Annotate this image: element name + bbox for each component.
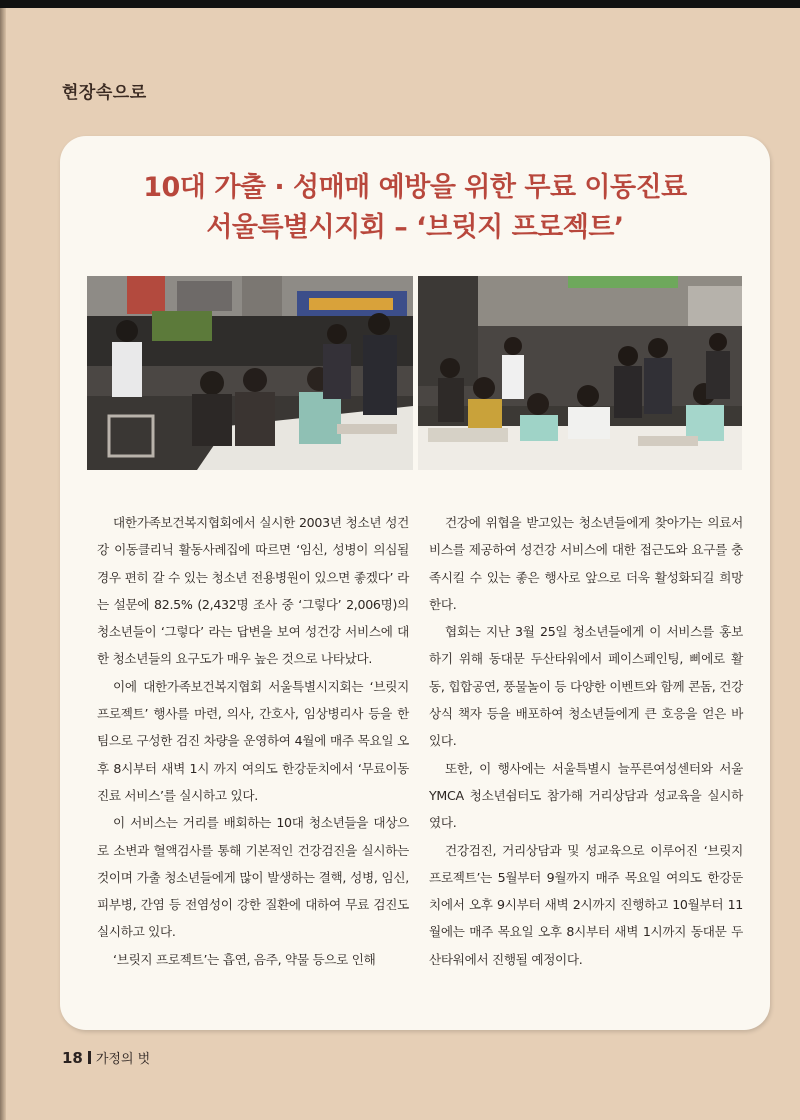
page-number: 18: [62, 1049, 83, 1067]
title-line-1: 10대 가출 · 성매매 예방을 위한 무료 이동진료: [143, 172, 687, 203]
page-edge: [0, 8, 6, 1120]
title-line-2: 서울특별시지회 – ‘브릿지 프로젝트’: [206, 212, 624, 243]
paragraph: 협회는 지난 3월 25일 청소년들에게 이 서비스를 홍보하기 위해 동대문 두산타워에서 페이스페인팅, 삐에로 활동, 힙합공연, 풍물놀이 등 다양한 이벤트와 함께 콘돔, 건강상식 책자 등을 배포하여 청소년들에게 큰 호응을 얻은 바 있다.: [429, 624, 743, 749]
paragraph: 또한, 이 행사에는 서울특별시 늘푸른여성센터와 서울YMCA 청소년쉼터도 참가해 거리상담과 성교육을 실시하였다.: [429, 760, 743, 831]
article-column-right: [429, 509, 743, 973]
paragraph: 건강검진, 거리상담과 및 성교육으로 이루어진 ‘브릿지 프로젝트’는 5월부터 9월까지 매주 목요일 여의도 한강둔치에서 오후 9시부터 새벽 2시까지 진행하고 10월부터 11월에는 매주 목요일 오후 8시부터 새벽 1시까지 동대문 두산타워에서 진행될 예정이다.: [429, 842, 743, 967]
page-footer: [62, 1048, 150, 1067]
paragraph: ‘브릿지 프로젝트’는 흡연, 음주, 약물 등으로 인해: [113, 951, 376, 967]
paragraph: 건강에 위협을 받고있는 청소년들에게 찾아가는 의료서비스를 제공하여 성건강 서비스에 대한 접근도와 요구를 충족시킬 수 있는 좋은 행사로 앞으로 더욱 활성화되길 희망한다.: [429, 515, 743, 612]
footer-divider: [88, 1051, 91, 1064]
section-label: 현장속으로: [62, 78, 147, 103]
paragraph: 이 서비스는 거리를 배회하는 10대 청소년들을 대상으로 소변과 혈액검사를 통해 기본적인 건강검진을 실시하는 것이며 가출 청소년들에게 많이 발생하는 결핵, 성병, 임신, 피부병, 간염 등 전염성이 강한 질환에 대하여 무료 검진도 실시하고 있다.: [97, 815, 409, 940]
photo-outdoor-clinic-right: [418, 276, 742, 470]
paragraph: 이에 대한가족보건복지협회 서울특별시지회는 ‘브릿지프로젝트’ 행사를 마련, 의사, 간호사, 임상병리사 등을 한 팀으로 구성한 검진 차량을 운영하여 4월에 매주 목요일 오후 8시부터 새벽 1시 까지 여의도 한강둔치에서 ‘무료이동진료 서비스’를 실시하고 있다.: [97, 678, 409, 803]
article-title: [60, 168, 770, 248]
magazine-name: 가정의 벗: [95, 1052, 151, 1067]
photo-outdoor-clinic-left: [87, 276, 413, 470]
article-card: [60, 136, 770, 1030]
article-column-left: [97, 509, 409, 973]
paragraph: 대한가족보건복지협회에서 실시한 2003년 청소년 성건강 이동클리닉 활동사례집에 따르면 ‘임신, 성병이 의심될 경우 편히 갈 수 있는 청소년 전용병원이 있으면 좋겠다’ 라는 설문에 82.5% (2,432명 조사 중 ‘그렇다’ 2,006명)의 청소년들이 ‘그렇다’ 라는 답변을 보여 성건강 서비스에 대한 청소년들의 요구도가 매우 높은 것으로 나타났다.: [97, 515, 409, 667]
magazine-page: [0, 8, 800, 1120]
